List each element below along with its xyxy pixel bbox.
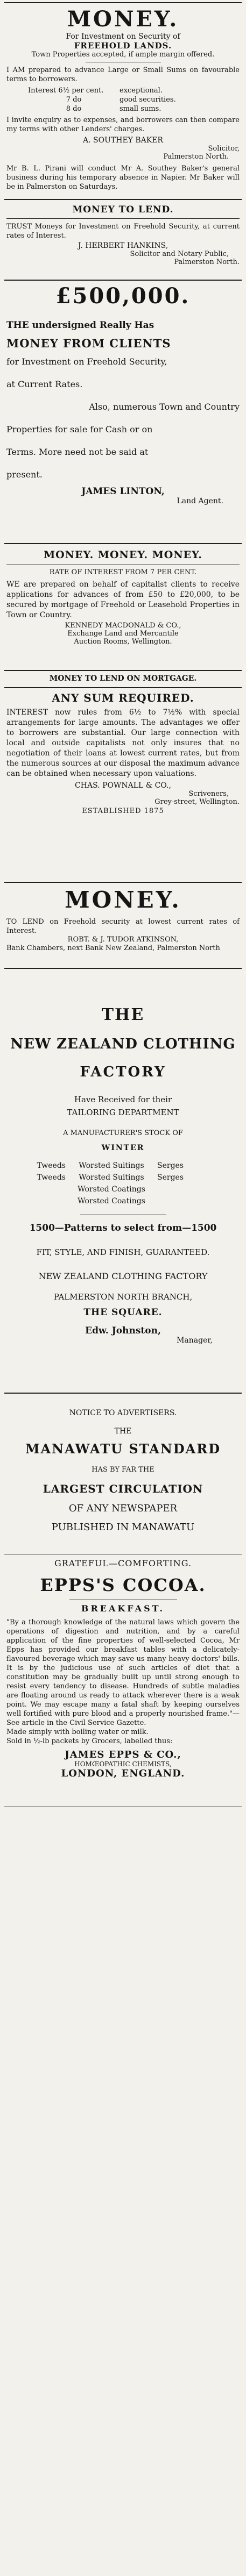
ad-line: LARGEST CIRCULATION [43, 1482, 203, 1495]
ad-signature: J. HERBERT HANKINS, [78, 241, 168, 250]
ad-any-sum-required [6, 690, 240, 815]
divider [4, 543, 242, 544]
ad-line: PUBLISHED IN MANAWATU [51, 1522, 195, 1533]
goods-row: Tweeds Worsted Suitings Serges [37, 1161, 184, 1170]
ad-paragraph: WE are prepared on behalf of capitalist clients to receive applications for advances of from £50 to £20,000, to be secured by mortgage of Freehold or Leasehold Properties in Town or Country. [6, 580, 240, 619]
ad-heading: MANAWATU STANDARD [25, 1441, 221, 1457]
ad-location: LONDON, ENGLAND. [61, 1768, 185, 1779]
ad-line: OF ANY NEWSPAPER [68, 1503, 178, 1514]
ad-paragraph: "By a thorough knowledge of the natural laws which govern the operations of digestion and nutrition, and by a careful application of the fine properties of well-selected Cocoa, Mr Epps has provided our breakfast tables with a delicately-flavoured beverage which may save us many heavy doctors' bills. It is by the judicious use of such articles of diet that a constitution may be gradually built up until strong enough to resist every tendency to disease. Hundreds of subtle maladies are floating around us ready to attack wherever there is a weak point. We may escape many a fatal shaft by keeping ourselves well fortified with pure blood and a properly nourished frame."—See article in the Civil Service Gazette. [6, 1618, 240, 1727]
ad-line: THE undersigned Really Has [6, 320, 154, 331]
ad-paragraph: Mr B. L. Pirani will conduct Mr A. Southey Baker's general business during his temporary absence in Napier. Mr Baker will be in Palmerston on Saturdays. [6, 165, 240, 191]
ad-line: Sold in ½-lb packets by Grocers, labelled thus: [6, 1737, 173, 1745]
ad-title: Manager, [177, 1336, 213, 1345]
ad-location: Palmerston North. [174, 258, 240, 266]
ad-money-atkinson [6, 887, 240, 953]
ad-line: FREEHOLD LANDS. [74, 41, 172, 51]
ad-subheading: BREAKFAST. [81, 1603, 165, 1614]
ad-signature: CHAS. POWNALL & CO., [75, 781, 171, 790]
ad-line: THE [114, 1427, 132, 1436]
divider [4, 199, 242, 200]
ad-signature: JAMES LINTON, [81, 486, 165, 497]
ad-500000-linton [6, 284, 240, 505]
ad-heading: MONEY. MONEY. MONEY. [44, 549, 202, 561]
ad-title: HOMŒOPATHIC CHEMISTS, [74, 1760, 172, 1768]
divider [4, 968, 242, 969]
rate-row: 8 do small sums. [66, 105, 161, 113]
ad-signature: KENNEDY MACDONALD & CO., [65, 622, 181, 630]
ad-line: FIT, STYLE, AND FINISH, GUARANTEED. [36, 1247, 210, 1257]
ad-manawatu-standard [6, 1409, 240, 1533]
goods-row: Worsted Coatings [78, 1185, 145, 1194]
ad-line: A MANUFACTURER'S STOCK OF [63, 1129, 183, 1137]
ad-address: Bank Chambers, next Bank New Zealand, Palmerston North [6, 944, 220, 952]
ad-line: 1500—Patterns to select from—1500 [29, 1223, 217, 1233]
ad-line: WINTER [101, 1144, 145, 1152]
ad-heading: MONEY TO LEND. [72, 204, 174, 215]
ad-line: Also, numerous Town and Country [89, 402, 240, 412]
ad-established: ESTABLISHED 1875 [82, 807, 164, 815]
divider [4, 2, 242, 3]
rate-row: 7 do good securities. [66, 96, 176, 104]
divider [4, 670, 242, 671]
ad-line: present. [6, 469, 43, 480]
ad-paragraph: I invite enquiry as to expenses, and borrowers can then compare my terms with other Lenders' charges. [6, 116, 240, 133]
ad-body-large [6, 316, 240, 484]
ad-heading: MONEY TO LEND ON MORTGAGE. [49, 674, 197, 683]
ad-heading: THE [101, 1005, 145, 1024]
ad-line: at Current Rates. [6, 379, 83, 389]
ad-line: Properties for sale for Cash or on [6, 424, 153, 434]
ad-line: For Investment on Security of [66, 32, 180, 41]
ad-heading: £500,000. [55, 283, 191, 309]
ad-line: Made simply with boiling water or milk. [6, 1728, 149, 1736]
ad-title: Solicitor and Notary Public, [130, 250, 229, 258]
ad-paragraph: INTEREST now rules from 6½ to 7½% with special arrangements for large amounts. The advantages we offer to borrowers are substantial. Our large connection with local and outside capitalists not only insures that no negotiation of their loans at lowest current rates, but from the numerous sources at our disposal the maximum advance can be obtained when necessary upon valuations. [6, 708, 240, 778]
ad-money-to-lend-hankins [6, 203, 240, 266]
ad-title: Scriveners, [188, 790, 229, 798]
ad-location: Palmerston North. [163, 153, 229, 161]
ad-heading: NEW ZEALAND CLOTHING [10, 1036, 236, 1052]
rate-row: Interest 6½ per cent. exceptional. [28, 87, 163, 95]
ad-line: HAS BY FAR THE [92, 1466, 154, 1474]
ad-paragraph: TRUST Moneys for Investment on Freehold Security, at current rates of Interest. [6, 223, 240, 240]
divider [4, 882, 242, 883]
ad-paragraph: I AM prepared to advance Large or Small Sums on favourable terms to borrowers. [6, 66, 240, 83]
divider [4, 1393, 242, 1394]
ad-title: Solicitor, [208, 145, 240, 153]
ad-address: Grey-street, Wellington. [154, 798, 240, 806]
ad-line: Terms. More need not be said at [6, 447, 149, 457]
goods-list [6, 1160, 240, 1207]
ad-money-to-lend-on-mortgage [6, 673, 240, 684]
ad-signature: Edw. Johnston, [85, 1325, 161, 1336]
ad-paragraph: TO LEND on Freehold security at lowest current rates of Interest. [6, 918, 240, 935]
ad-line: PALMERSTON NORTH BRANCH, [53, 1292, 193, 1302]
divider [4, 687, 242, 688]
ad-heading: ANY SUM REQUIRED. [52, 691, 194, 704]
ad-money-money-money [6, 547, 240, 646]
ad-signature: JAMES EPPS & CO., [65, 1749, 181, 1760]
ad-heading: MONEY. [65, 887, 181, 913]
ad-line: Town Properties accepted, if ample margin offered. [31, 51, 215, 59]
goods-row: Tweeds Worsted Suitings Serges [37, 1173, 184, 1182]
rates-list [28, 86, 240, 113]
ad-money-southey-baker [6, 8, 240, 191]
ad-subheading: RATE OF INTEREST FROM 7 PER CENT. [49, 568, 197, 576]
ad-heading: FACTORY [80, 1064, 166, 1080]
ad-nz-clothing-factory [6, 1005, 240, 1345]
ad-line: Have Received for their [74, 1095, 172, 1104]
ad-epps-cocoa [6, 1558, 240, 1779]
divider [4, 280, 242, 281]
ad-signature: A. SOUTHEY BAKER [83, 136, 163, 145]
ad-line: NEW ZEALAND CLOTHING FACTORY [38, 1271, 208, 1281]
ad-line: THE SQUARE. [83, 1307, 163, 1318]
ad-address: Auction Rooms, Wellington. [74, 638, 172, 646]
ad-line: NOTICE TO ADVERTISERS. [69, 1409, 177, 1417]
ad-line: TAILORING DEPARTMENT [67, 1108, 179, 1117]
short-rule [6, 218, 240, 219]
goods-row: Worsted Coatings [78, 1197, 145, 1205]
ad-address: Exchange Land and Mercantile [67, 630, 179, 638]
ad-signature: ROBT. & J. TUDOR ATKINSON, [67, 936, 179, 944]
ad-line: for Investment on Freehold Security, [6, 356, 167, 367]
ad-line: MONEY FROM CLIENTS [6, 337, 171, 350]
ad-line: GRATEFUL—COMFORTING. [54, 1558, 192, 1568]
ad-heading: MONEY. [67, 6, 179, 32]
ad-heading: EPPS'S COCOA. [40, 1575, 206, 1595]
ad-title: Land Agent. [177, 497, 223, 505]
